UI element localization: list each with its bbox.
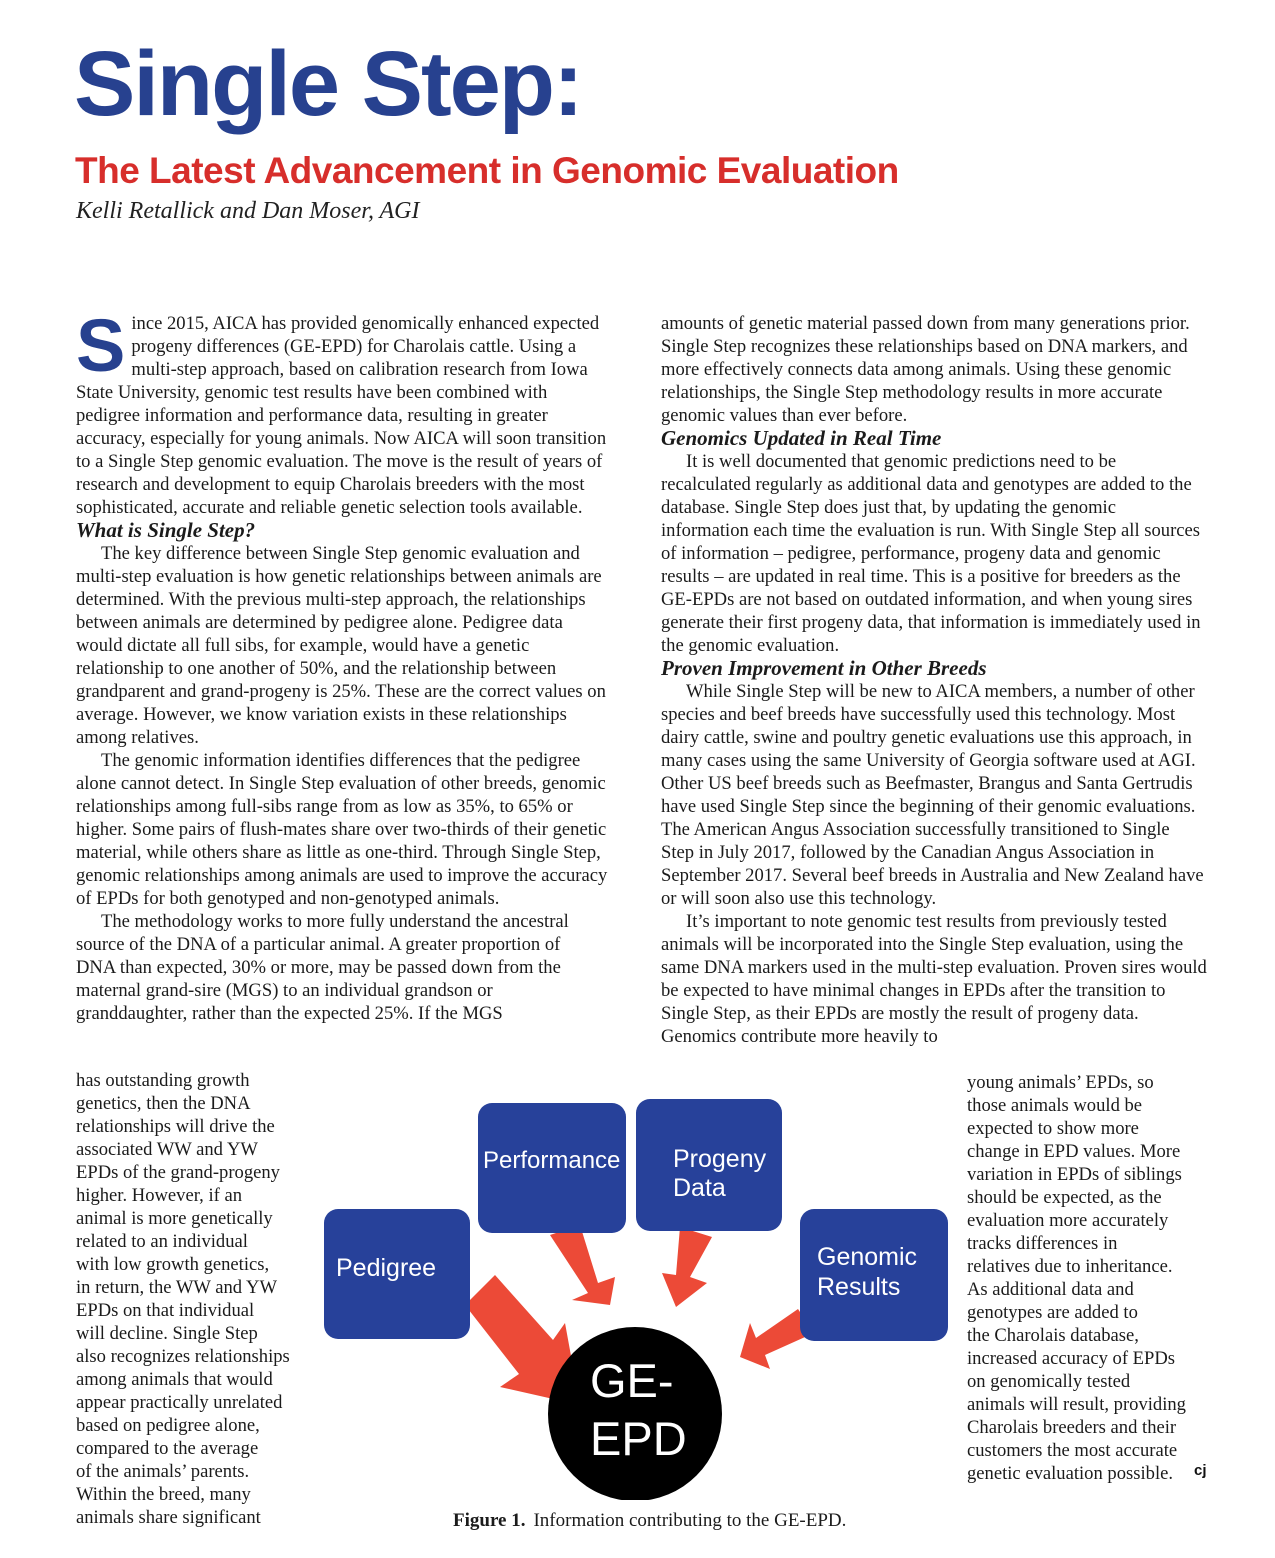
ge-epd-diagram [320, 1095, 950, 1500]
text-line: in return, the WW and YW [76, 1277, 278, 1298]
left-narrow-text [76, 1069, 316, 1529]
text-line: has outstanding growth [76, 1070, 250, 1091]
text-line: based on pedigree alone, [76, 1415, 260, 1436]
arrow-performance [550, 1225, 615, 1305]
text-line: animal is more genetically [76, 1208, 273, 1229]
text-line: relationships will drive the [76, 1116, 275, 1137]
label-genomic: Genomic [817, 1243, 918, 1271]
text-line: among animals that would [76, 1369, 273, 1390]
center-ge-epd [548, 1327, 722, 1500]
drop-cap: S [76, 304, 126, 387]
paragraph: It is well documented that genomic predictions need to be recalculated regularly as additional data and genotypes are added to the database. Single Step does just that, by updating the genomic information each time the evaluation is run. With Single Step all sources of information – pedigree, performance, progeny data and genomic results – are updated in real time. This is a positive for breeders as the GE-EPDs are not based on outdated information, and when young sires generate their first progeny data, that information is immediately used in the genomic evaluation. [661, 451, 1201, 656]
left-column [76, 304, 612, 1025]
paragraph: The key difference between Single Step genomic evaluation and multi-step evaluation is how genetic relationships between animals are determined. With the previous multi-step approach, the relationships between animals are determined by pedigree alone. Pedigree data would dictate all full sibs, for example, would have a genetic relationship to one another of 50%, and the relationship between grandparent and grand-progeny is 25%. These are the correct values on average. However, we know variation exists in these relationships among relatives. [76, 543, 606, 748]
paragraph: The methodology works to more fully understand the ancestral source of the DNA of a particular animal. A greater proportion of DNA than expected, 30% or more, may be passed down from the maternal grand-sire (MGS) to an individual grandson or granddaughter, rather than the expected 25%. If the MGS [76, 911, 569, 1024]
text-line: EPDs on that individual [76, 1300, 255, 1321]
text-line: change in EPD values. More [967, 1141, 1181, 1162]
heading-what-is-single-step: What is Single Step? [76, 518, 256, 542]
text-line: on genomically tested [967, 1371, 1131, 1392]
text-line: associated WW and YW [76, 1139, 258, 1160]
text-line: genetics, then the DNA [76, 1093, 251, 1114]
label-ge: GE- [590, 1354, 674, 1407]
box-genomic-results [800, 1209, 948, 1341]
end-mark-logo: cj [1194, 1462, 1207, 1479]
text-line: also recognizes relationships [76, 1346, 290, 1367]
figure-caption [453, 1510, 846, 1532]
label-pedigree: Pedigree [336, 1254, 437, 1282]
text-line: genotypes are added to [967, 1302, 1138, 1323]
heading-genomics-updated: Genomics Updated in Real Time [661, 426, 942, 450]
heading-proven-improvement: Proven Improvement in Other Breeds [661, 656, 987, 680]
right-narrow-text [967, 1071, 1207, 1485]
text-line: EPDs of the grand-progeny [76, 1162, 280, 1183]
box-progeny-data [636, 1099, 782, 1231]
text-line: related to an individual [76, 1231, 248, 1252]
right-column [661, 312, 1207, 1048]
intro-paragraph [76, 304, 612, 519]
byline: Kelli Retallick and Dan Moser, AGI [76, 198, 420, 224]
text-line: appear practically unrelated [76, 1392, 283, 1413]
text-line: young animals’ EPDs, so [967, 1072, 1154, 1093]
text-line: animals will result, providing [967, 1394, 1186, 1415]
paragraph: It’s important to note genomic test results from previously tested animals will be incorporated into the Single Step evaluation, using the same DNA markers used in the multi-step evaluation. Proven sires would be expected to have minimal changes in EPDs after the transition to Single Step, as their EPDs are mostly the result of progeny data. Genomics contribute more heavily to [661, 911, 1207, 1047]
text-line: of the animals’ parents. [76, 1461, 250, 1482]
text-line: tracks differences in [967, 1233, 1118, 1254]
text-line: increased accuracy of EPDs [967, 1348, 1176, 1369]
text-line: compared to the average [76, 1438, 259, 1459]
text-line: those animals would be [967, 1095, 1143, 1116]
text-line: the Charolais database, [967, 1325, 1139, 1346]
label-epd: EPD [590, 1412, 687, 1465]
text-line: expected to show more [967, 1118, 1139, 1139]
paragraph: amounts of genetic material passed down from many generations prior. Single Step recognizes these relationships based on DNA markers, and more effectively connects data among animals. Using these genomic relationships, the Single Step methodology results in more accurate genomic values than ever before. [661, 313, 1190, 426]
text-line: variation in EPDs of siblings [967, 1164, 1182, 1185]
caption-text: Information contributing to the GE-EPD. [533, 1510, 847, 1531]
text-line: with low growth genetics, [76, 1254, 270, 1275]
box-performance [478, 1103, 626, 1233]
text-line: Charolais breeders and their [967, 1417, 1177, 1438]
article-subtitle: The Latest Advancement in Genomic Evaluation [75, 150, 899, 191]
label-performance: Performance [483, 1147, 621, 1174]
text-line: animals share significant [76, 1507, 261, 1528]
text-line: will decline. Single Step [76, 1323, 258, 1344]
article-title: Single Step: [74, 33, 582, 135]
text-line: relatives due to inheritance. [967, 1256, 1173, 1277]
text-line: evaluation more accurately [967, 1210, 1169, 1231]
text-line: As additional data and [967, 1279, 1134, 1300]
text-line: customers the most accurate [967, 1440, 1178, 1461]
text-line: Within the breed, many [76, 1484, 251, 1505]
text-line: higher. However, if an [76, 1185, 243, 1206]
caption-label: Figure 1. [453, 1510, 526, 1531]
paragraph: The genomic information identifies differences that the pedigree alone cannot detect. In Single Step evaluation of other breeds, genomic relationships among full-sibs range from as low as 35%, to 65% or higher. Some pairs of flush-mates share over two-thirds of their genetic material, while others share as little as one-third. Through Single Step, genomic relationships among animals are used to improve the accuracy of EPDs for both genotyped and non-genotyped animals. [76, 750, 608, 909]
label-results: Results [817, 1273, 901, 1301]
box-pedigree [324, 1209, 470, 1339]
arrow-progeny [662, 1227, 712, 1307]
text-line: genetic evaluation possible. [967, 1463, 1174, 1484]
text-line: should be expected, as the [967, 1187, 1162, 1208]
intro-text: ince 2015, AICA has provided genomically enhanced expected progeny differences (GE-EPD) for Charolais cattle. Using a multi-step approach, based on calibration research from Iowa State University, genomic test results have been combined with pedigree information and performance data, resulting in greater accuracy, especially for young animals. Now AICA will soon transition to a Single Step genomic evaluation. The move is the result of years of research and development to equip Charolais breeders with the most sophisticated, accurate and reliable genetic selection tools available. [76, 313, 607, 518]
paragraph: While Single Step will be new to AICA members, a number of other species and beef breeds have successfully used this technology. Most dairy cattle, swine and poultry genetic evaluations use this approach, in many cases using the same University of Georgia software used at AGI. Other US beef breeds such as Beefmaster, Brangus and Santa Gertrudis have used Single Step since the beginning of their genomic evaluations. The American Angus Association successfully transitioned to Single Step in July 2017, followed by the Canadian Angus Association in September 2017. Several beef breeds in Australia and New Zealand have or will soon also use this technology. [661, 681, 1204, 909]
label-data: Data [673, 1174, 726, 1202]
label-progeny: Progeny [673, 1145, 767, 1173]
